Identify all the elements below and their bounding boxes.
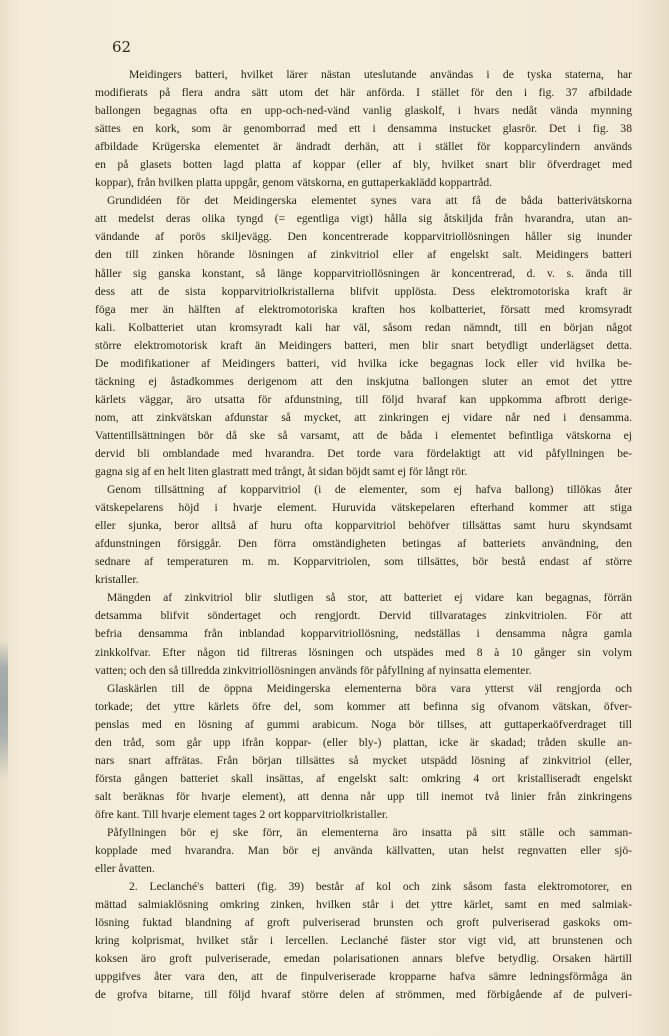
text-line: täckning ej åstadkommes derigenom att den inskjutna ballongen sluter an emot det yttre <box>95 374 632 388</box>
text-line: Vattentillsättningen bör då ske så varsamt, att de båda i elementet befintliga vätskorna ej <box>95 428 632 442</box>
text-line: kristaller. <box>95 573 139 587</box>
text-line: zinkkolfvar. Efter någon tid filtreras lösningen och utspädes med 8 à 10 gånger sin volym <box>95 645 632 659</box>
text-line: den till zinken hörande lösningen af zinkvitriol eller af engelskt salt. Meidingers batteri <box>95 248 632 262</box>
text-line: vätskepelarens höjd i hvarje element. Huruvida vätskepelaren efterhand kommer att stiga <box>95 501 632 515</box>
text-line: modifierats på flera andra sätt utom det här anförda. I stället för den i fig. 37 afbildade <box>95 86 632 100</box>
text-line: vändande af porös skiljevägg. Den koncentrerade kopparvitriollösningen håller sig inunder <box>95 230 632 244</box>
text-line: dervid bli omblandade med hvarandra. Det torde vara fördelaktigt att vid påfyllningen be- <box>95 446 632 460</box>
text-line: dess att de sista kopparvitriolkristallerna blifvit upplösta. Dess elektromotoriska kraft är <box>95 284 632 298</box>
text-line: en på glasets botten lagd platta af koppar (eller af bly, hvilket snart blir öfverdraget med <box>95 158 632 172</box>
text-line: afbildade Krügerska elementet är ändradt derhän, att i stället för kopparcylindern används <box>95 140 632 154</box>
page-number: 62 <box>112 38 132 56</box>
body-text <box>95 66 632 1004</box>
text-line: Påfyllningen bör ej ske förr, än elementerna äro insatta på sitt ställe och samman- <box>107 825 632 839</box>
text-line: kärlets väggar, äro utsatta för afdunstning, till följd hvaraf kan uppkomma afbrott derige- <box>95 392 632 406</box>
text-line: De modifikationer af Meidingers batteri, vid hvilka icke begagnas lock eller vid hvilka be- <box>95 356 632 370</box>
paragraph-meidinger-principle <box>95 192 632 481</box>
text-line: salt beräknas för hvarje element), att denna når upp till inemot två linier från zinkringens <box>95 789 632 803</box>
text-line: Mängden af zinkvitriol blir slutligen så stor, att batteriet ej vidare kan begagnas, förrän <box>107 591 632 605</box>
text-line: större elektromotorisk kraft än Meidingers batteri, men blir snart betydligt underlägset detta. <box>95 338 632 352</box>
text-line: eller sjunka, beror alltså af huru ofta kopparvitriol behöfver tillsättas samt huru skyndsamt <box>95 519 632 533</box>
text-line: öfre kant. Till hvarje element tages 2 ort kopparvitriolkristaller. <box>95 807 388 821</box>
text-line: håller sig ganska konstant, så länge kopparvitriollösningen är koncentrerad, d. v. s. ända till <box>95 266 632 280</box>
paragraph-zinc-vitriol-recovery <box>95 589 632 679</box>
text-line: de grofva bitarne, till följd hvaraf större delen af strömmen, med förbigående af de pulveri- <box>95 988 632 1002</box>
paragraph-glass-vessel-preparation <box>95 680 632 824</box>
text-line: vatten; och den så tillredda zinkvitriollösningen används för påfyllning af nyinsatta elementer. <box>95 663 532 677</box>
text-line: afdunstningen försiggår. Den förra omständigheten betingas af batteriets användning, den <box>95 537 632 551</box>
text-line: gagna sig af en helt liten glastratt med trångt, åt sidan böjdt samt ej för långt rör. <box>95 465 468 479</box>
binding-edge-stain <box>0 640 8 780</box>
text-line: kring kolprismat, hvilket står i lercellen. Leclanché fäster stor vigt vid, att brunstenen och <box>95 934 632 948</box>
text-line: att medelst deras olika tyngd (= egentliga vigt) hålla sig åtskiljda från hvarandra, utan an- <box>95 212 632 226</box>
text-line: den tråd, som går upp ifrån koppar- (eller bly-) plattan, icke är skadad; tråden skulle an- <box>95 735 632 749</box>
text-line: 2. Leclanché's batteri (fig. 39) består af kol och zink såsom fasta elektromotorer, en <box>129 880 632 894</box>
paragraph-leclanche-battery <box>95 878 632 1004</box>
text-line: uppgifves åter vara den, att de finpulveriserade kropparne hafva sämre ledningsförmåga än <box>95 970 632 984</box>
text-line: torkade; det yttre kärlets öfre del, som kommer att befinna sig ofvanom vätskan, öfver- <box>95 699 632 713</box>
text-line: Glaskärlen till de öppna Meidingerska elementerna böra vara ytterst väl rengjorda och <box>107 681 632 695</box>
text-line: ballongen begagnas ofta en upp-och-ned-vänd vanlig glaskolf, i hvars nedåt vända mynning <box>95 104 632 118</box>
text-line: föga mer än hälften af elektromotoriska kraften hos kolbatteriet, försatt med kromsyradt <box>95 302 632 316</box>
text-line: mättad salmiaklösning omkring zinken, hvilken står i det yttre kärlet, samt en med salmiak- <box>95 898 632 912</box>
text-line: sednare af temperaturen m. m. Kopparvitriolen, som tillsättes, bör bestå endast af större <box>95 555 632 569</box>
text-line: eller åvatten. <box>95 862 155 876</box>
text-line: Genom tillsättning af kopparvitriol (i de elementer, som ej hafva ballong) tillökas åter <box>107 483 632 497</box>
text-line: befria densamma från inblandad kopparvitriollösning, nedställas i densamma några gamla <box>95 627 632 641</box>
text-line: kopplade med hvarandra. Man bör ej använda källvatten, utan helst regnvatten eller sjö- <box>95 844 632 858</box>
text-line: första gången batteriet skall insättas, af engelskt salt: omkring 4 ort kristalliseradt engelskt <box>95 771 632 785</box>
text-line: sättes en kork, som är genomborrad med ett i densamma instucket glasrör. Det i fig. 38 <box>95 122 632 136</box>
text-line: nars snart affrätas. Från början tillsättes så mycket utspädd lösning af zinkvitriol (eller, <box>95 753 632 767</box>
text-line: Grundidéen för det Meidingerska elementet synes vara att få de båda batterivätskorna <box>107 194 632 208</box>
text-line: detsamma blifvit söndertaget och rengjordt. Dervid tillvaratages zinkvitriolen. För att <box>95 609 632 623</box>
text-line: penslas med en lösning af gummi arabicum. Noga bör tillses, att guttaperkaöfverdraget till <box>95 717 632 731</box>
text-line: koppar), från hvilken platta uppgår, genom vätskorna, en guttaperkaklädd koppartråd. <box>95 176 493 190</box>
text-line: Meidingers batteri, hvilket lärer nästan uteslutande användas i de tyska staterna, har <box>129 68 632 81</box>
paragraph-copper-vitriol-addition <box>95 481 632 589</box>
paragraph-meidinger-modifications <box>95 66 632 192</box>
text-line: kali. Kolbatteriet utan kromsyradt kali har väl, såsom redan nämndt, till en början något <box>95 320 632 334</box>
text-line: nom, att zinkvätskan afdunstar så mycket, att zinkringen ej vidare når ned i densamma. <box>95 410 632 424</box>
text-line: lösning fuktad blandning af groft pulveriserad brunsten och groft pulveriserad gaskoks om- <box>95 916 632 930</box>
paragraph-filling <box>95 824 632 878</box>
text-line: koksen äro groft pulveriserade, emedan polarisationen annars blefve betydlig. Orsaken härtill <box>95 952 632 966</box>
